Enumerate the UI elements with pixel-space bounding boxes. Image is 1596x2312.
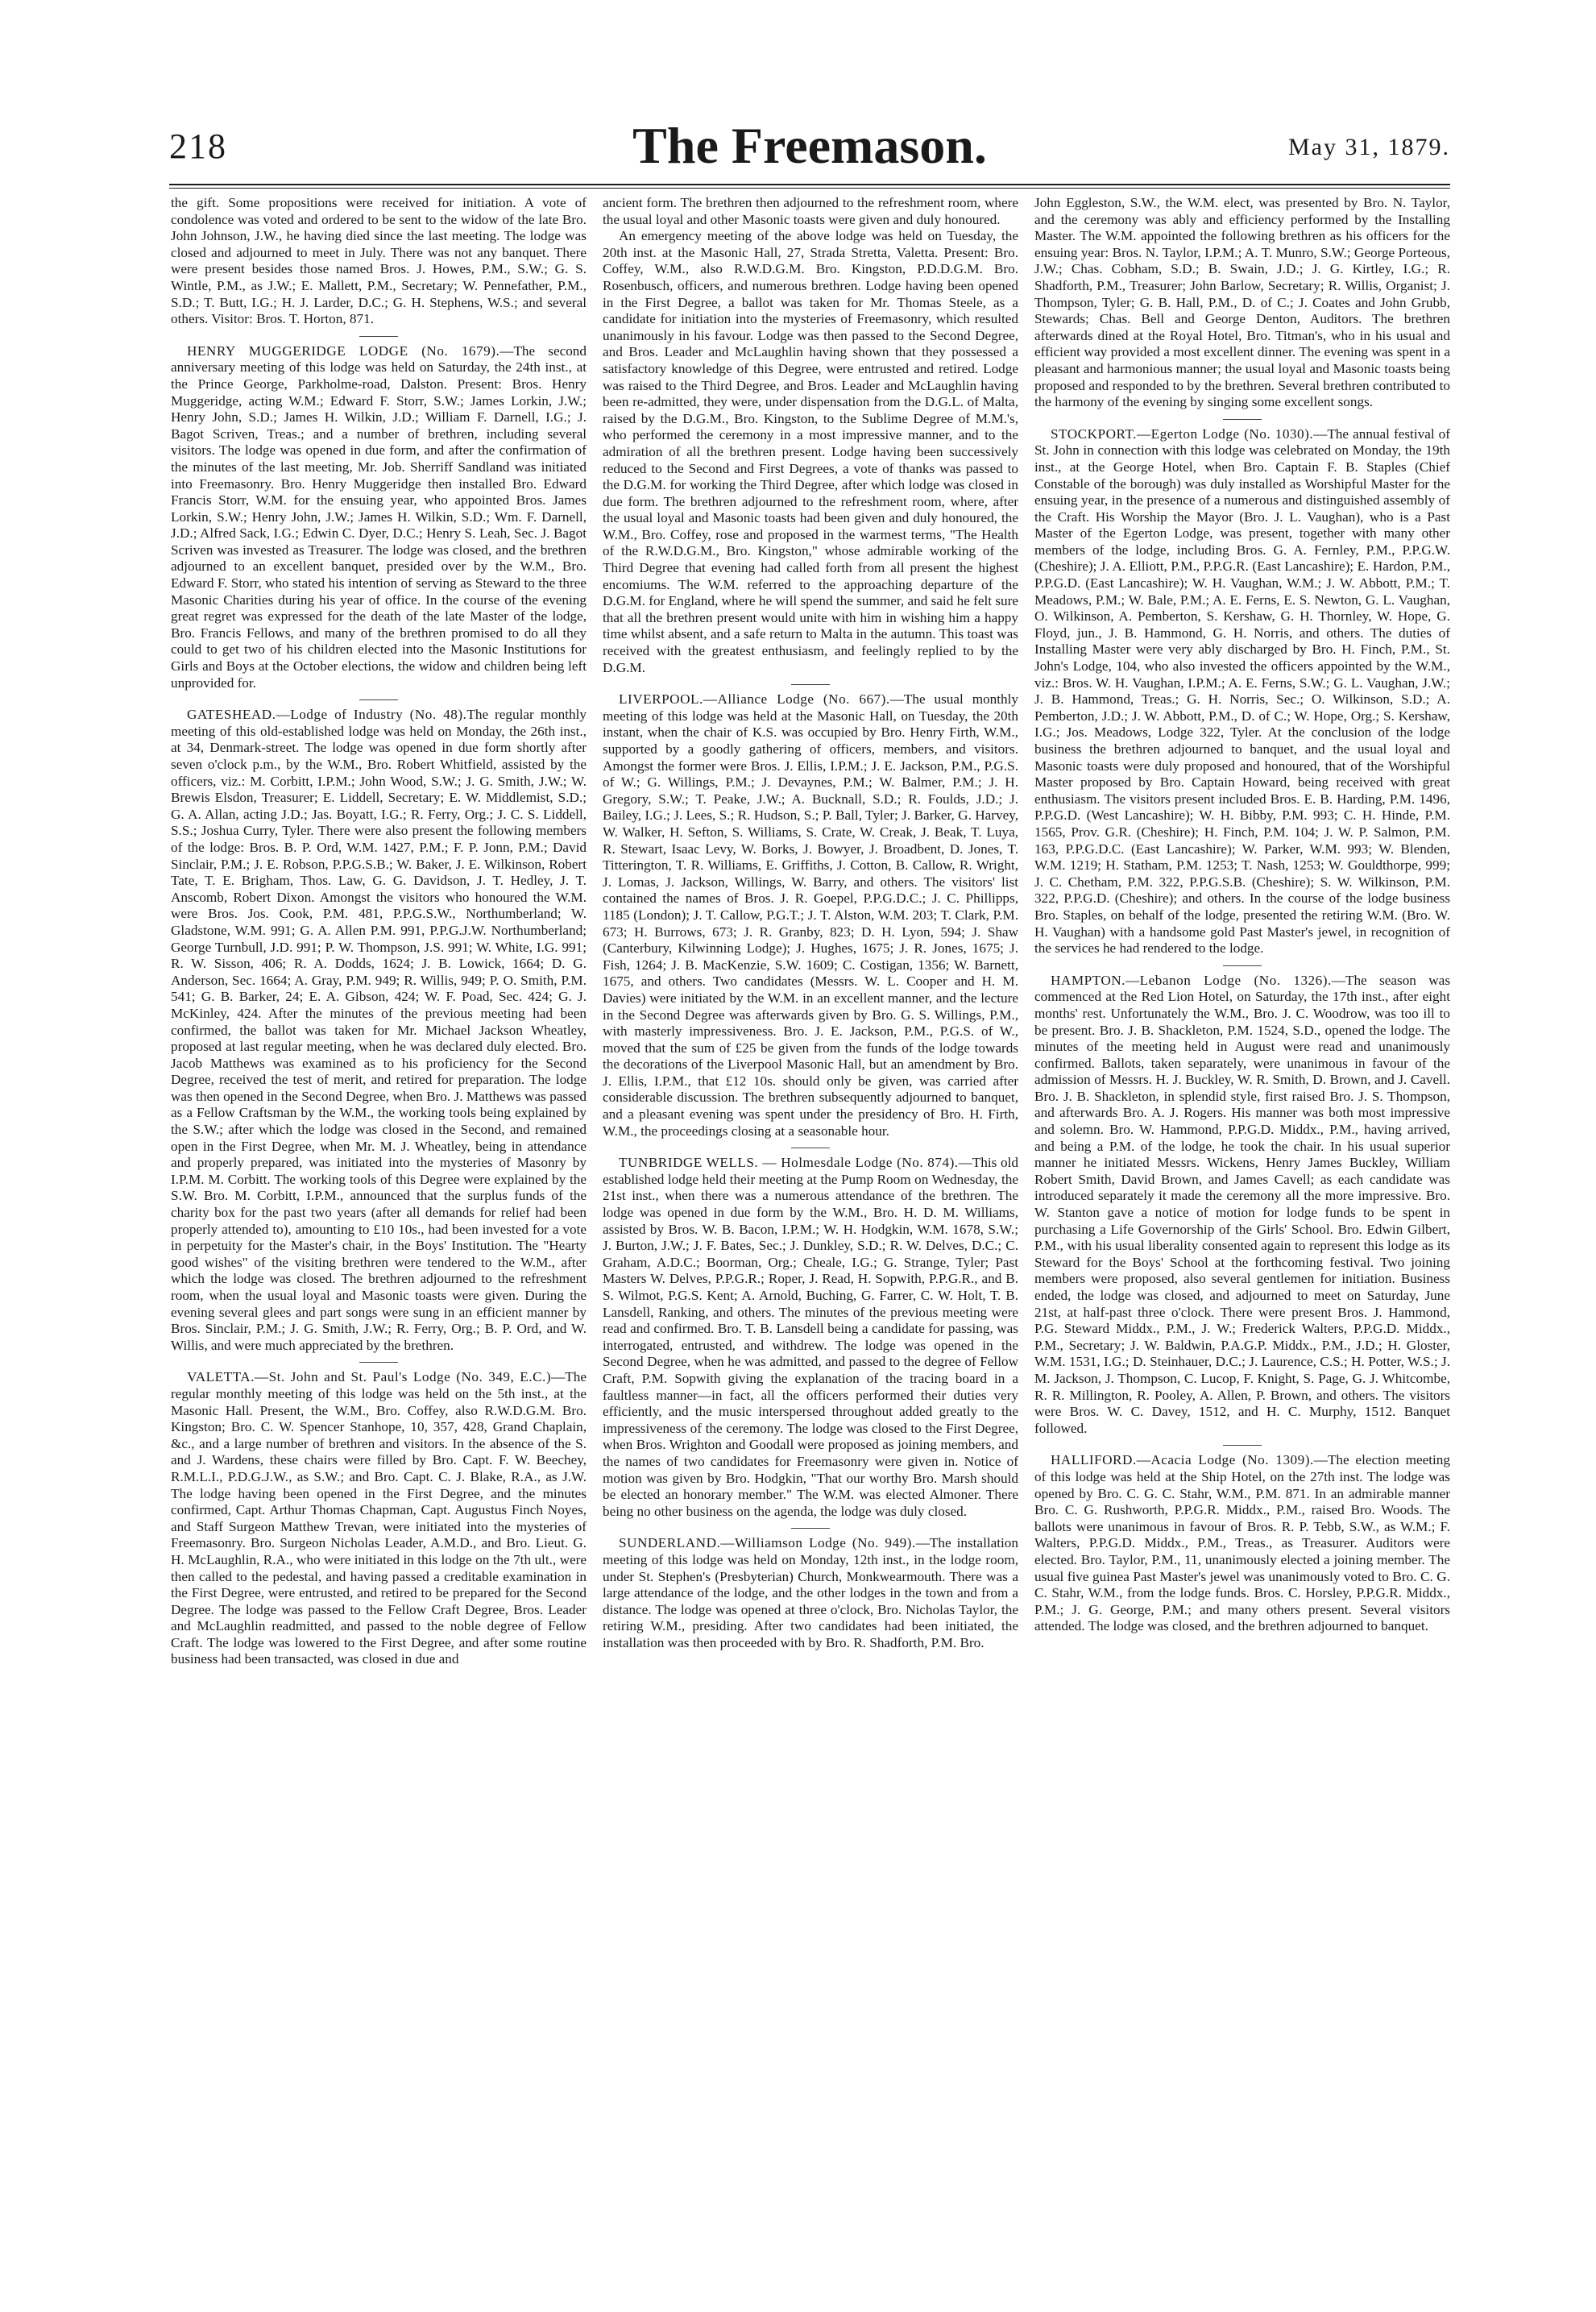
section-divider bbox=[791, 1528, 830, 1529]
lodge-heading: HALLIFORD.—Acacia Lodge (No. 1309). bbox=[1051, 1452, 1314, 1468]
lodge-heading: VALETTA.—St. John and St. Paul's Lodge (No. 349, E.C.) bbox=[187, 1369, 552, 1385]
lodge-heading: GATESHEAD.—Lodge of Industry (No. 48). bbox=[187, 707, 467, 723]
lodge-report bbox=[1034, 195, 1450, 411]
issue-date: May 31, 1879. bbox=[1288, 134, 1450, 160]
report-paragraph bbox=[171, 707, 587, 1354]
lodge-report bbox=[171, 343, 587, 691]
lodge-report bbox=[1034, 426, 1450, 957]
report-text: ancient form. The brethren then adjourned to the refreshment room, where the usual loyal and other Masonic toasts were given and duly honoured. bbox=[603, 195, 1018, 227]
lodge-heading: STOCKPORT.—Egerton Lodge (No. 1030). bbox=[1051, 425, 1314, 442]
report-text: —The regular monthly meeting of this lodge was held on the 5th inst., at the Masonic Hall. Present, the W.M., Bro. Coffey, also R.W.D.G.M. Bro. Kingston; Bro. C. W. Spencer Stanhope, 10, 357, 428, Grand Chaplain, &c., and a large number of brethren and visitors. In the absence of the S. and J. Wardens, these chairs were filled by Bro. Capt. F. W. Beechey, R.M.L.I., P.D.G.J.W., as S.W.; and Bro. Capt. C. J. Blake, R.A., as J.W. The lodge having been opened in the First Degree, and the minutes confirmed, Capt. Arthur Thomas Chapman, Capt. Augustus Finch Noyes, and Staff Surgeon Matthew Trevan, were initiated into the mysteries of Freemasonry. Bro. Surgeon Nicholas Leader, A.M.D., and Bro. Lieut. G. H. McLaughlin, R.A., who were initiated in this lodge on the 7th ult., were then called to the pedestal, and having passed a creditable examination in the First Degree, were entrusted, and retired to be prepared for the Second Degree. The lodge was passed to the Fellow Craft Degree, Bros. Leader and McLaughlin readmitted, and passed to the noble degree of Fellow Craft. The lodge was lowered to the First Degree, and after some routine business had been transacted, was closed in due and bbox=[171, 1369, 587, 1667]
page-header bbox=[169, 117, 1450, 179]
section-divider bbox=[1223, 1445, 1262, 1446]
report-text: An emergency meeting of the above lodge was held on Tuesday, the 20th inst. at the Masonic Hall, 27, Strada Stretta, Valetta. Present: Bro. Coffey, W.M., also R.W.D.G.M. Bro. Kingston, P.D.D.G.M. Bro. Rosenbusch, officers, and numerous brethren. Lodge having been opened in the First Degree, a ballot was taken for Mr. Thomas Steele, as a candidate for initiation into the mysteries of Freemasonry, which resulted unanimously in his favour. Lodge was then passed to the Second Degree, and Bros. Leader and McLaughlin having shown that they possessed a satisfactory knowledge of this Degree, were entrusted and retired. Lodge was raised to the Third Degree, and Bros. Leader and McLaughlin having been re-admitted, they were, under dispensation from the D.G.L. of Malta, raised by the D.G.M., Bro. Kingston, to the Sublime Degree of M.M.'s, who performed the ceremony in a most impressive manner, and to the admiration of all the brethren present. Lodge having been successively reduced to the Second and First Degrees, a vote of thanks was passed to the D.G.M. for working the Third Degree, after which lodge was closed in due form. The brethren adjourned to the refreshment room, where, after the usual loyal and Masonic toasts had been given and duly honoured, the W.M., Bro. Coffey, rose and proposed in the warmest terms, "The Health of the R.W.D.G.M., Bro. Kingston," whose admirable working of the Third Degree that evening had called forth from all present the highest encomiums. The W.M. referred to the approaching departure of the D.G.M. for England, where he will spend the summer, and said he felt sure that all the brethren present would unite with him in wishing him a happy time whilst absent, and a safe return to Malta in the autumn. This toast was received with the greatest enthusiasm, and feelingly replied to by the D.G.M. bbox=[603, 228, 1018, 675]
lodge-heading: TUNBRIDGE WELLS. — Holmesdale Lodge (No. 874). bbox=[619, 1155, 959, 1171]
report-text: —The usual monthly meeting of this lodge was held at the Masonic Hall, on Tuesday, the 20th instant, when the chair of K.S. was occupied by Bro. Henry Firth, W.M., supported by a goodly gathering of officers, members, and visitors. Amongst the former were Bros. J. Ellis, I.P.M.; J. E. Jackson, P.M., P.G.S. of W.; G. Willings, P.M.; J. Devaynes, P.M.; W. Balmer, P.M.; J. H. Gregory, S.W.; T. Peake, J.W.; A. Bucknall, S.D.; R. Foulds, J.D.; J. Bailey, I.G.; J. Lees, S.; R. Hudson, S.; P. Ball, Tyler; J. Barker, G. Harvey, W. Walker, H. Sefton, S. Williams, S. Crate, W. Creak, J. Beak, T. Luya, R. Stewart, Isaac Levy, W. Borks, J. Bowyer, J. Broadbent, D. Jones, T. Titterington, T. R. Williams, E. Griffiths, J. Cotton, B. Callow, R. Wright, J. Lomas, J. Jackson, Willings, W. Barry, and others. The visitors' list contained the names of Bros. J. R. Goepel, P.P.G.D.C.; J. C. Phillipps, 1185 (London); J. T. Callow, P.G.T.; J. T. Alston, W.M. 203; T. Clark, P.M. 673; H. Burrows, 673; J. R. Granby, 823; D. H. Lyon, 594; J. Shaw (Canterbury, Kilwinning Lodge); J. Hughes, 1675; J. R. Jones, 1675; J. Fish, 1264; J. B. MacKenzie, S.W. 1609; C. Costigan, 1356; W. Barnett, 1675, and others. Two candidates (Messrs. W. L. Cooper and H. M. Davies) were initiated by the W.M. in an excellent manner, and the lecture in the Second Degree was afterwards given by Bro. G. S. Willings, P.M., with masterly impressiveness. Bro. J. E. Jackson, P.M., P.G.S. of W., moved that the sum of £25 be given from the funds of the lodge towards the decorations of the Liverpool Masonic Hall, but an amendment by Bro. J. Ellis, I.P.M., that £12 10s. should only be given, was carried after considerable discussion. The brethren subsequently adjourned to banquet, and a pleasant evening was spent under the presidency of Bro. H. Firth, W.M., the proceedings closing at a seasonable hour. bbox=[603, 691, 1018, 1139]
lodge-report bbox=[603, 1155, 1018, 1520]
column-1 bbox=[169, 195, 587, 2210]
section-divider bbox=[1223, 419, 1262, 420]
report-paragraph bbox=[1034, 426, 1450, 957]
section-divider bbox=[359, 1362, 398, 1363]
report-text: —The installation meeting of this lodge was held on Monday, 12th inst., in the lodge room, under St. Stephen's (Presbyterian) Church, Monkwearmouth. There was a large attendance of the lodge, and the other lodges in the town and from a distance. The lodge was opened at three o'clock, Bro. Nicholas Taylor, the retiring W.M., presiding. After two candidates had been initiated, the installation was then proceeded with by Bro. R. Shadforth, P.M. Bro. bbox=[603, 1535, 1018, 1650]
report-paragraph bbox=[603, 195, 1018, 228]
page-number: 218 bbox=[169, 127, 227, 166]
report-text: —The annual festival of St. John in connection with this lodge was celebrated on Monday, the 19th inst., at the George Hotel, when Bro. Captain F. B. Staples (Chief Constable of the borough) was duly installed as Worshipful Master for the ensuing year, in the presence of a numerous and distinguished assembly of the Craft. His Worship the Mayor (Bro. J. L. Vaughan), who is a Past Master of the Egerton Lodge, was present, together with many other members of the lodge, including Bros. G. A. Fernley, P.M., P.P.G.W. (Cheshire); J. A. Elliott, P.M., P.P.G.R. (East Lancashire); E. Hardon, P.M., P.P.G.D. (East Lancashire); W. H. Vaughan, W.M.; J. W. Abbott, P.M.; T. Meadows, P.M.; W. Bale, P.M.; A. E. Ferns, E. S. Newton, G. L. Vaughan, O. Wilkinson, A. Pemberton, S. Kershaw, G. H. Thornley, W. Hope, G. Floyd, jun., J. B. Hammond, G. H. Norris, and others. The duties of Installing Master were very ably discharged by Bro. H. Finch, P.M., St. John's Lodge, 104, who also invested the officers appointed by the W.M., viz.: Bros. W. H. Vaughan, I.P.M.; A. E. Ferns, S.W.; G. L. Vaughan, J.W.; J. B. Hammond, Treas.; G. H. Norris, Sec.; O. Wilkinson, S.D.; A. Pemberton, J.D.; J. W. Abbott, P.M., D. of C.; W. Hope, Org.; S. Kershaw, I.G.; Jos. Meadows, Lodge 322, Tyler. At the conclusion of the lodge business the brethren adjourned to banquet, and the usual loyal and Masonic toasts were duly proposed and honoured, that of the Worshipful Master proposed by Bro. Captain Howard, being received with great enthusiasm. The visitors present included Bros. E. B. Harding, P.M. 1496, P.P.G.D. (West Lancashire); W. H. Bibby, P.M. 993; C. H. Hinde, P.M. 1565, Prov. G.R. (Cheshire); H. Finch, P.M. 104; J. W. P. Salmon, P.M. 163, P.P.G.D.C. (East Lancashire); W. Parker, W.M. 993; W. Blenden, W.M. 1219; H. Statham, P.M. 1253; T. Nash, 1253; W. Gouldthorpe, 999; J. C. Chetham, P.M. 322, P.P.G.S.B. (Cheshire); S. W. Wilkinson, P.M. 322, P.P.G.D. (Cheshire); and others. In the course of the lodge business Bro. Staples, on behalf of the lodge, presented the retiring W.M. (Bro. W. H. Vaughan) with a handsome gold Past Master's jewel, in recognition of the services he had rendered to the lodge. bbox=[1034, 425, 1450, 957]
report-paragraph bbox=[603, 1535, 1018, 1651]
section-divider bbox=[359, 699, 398, 700]
column-3 bbox=[1033, 195, 1450, 2210]
column-2 bbox=[601, 195, 1018, 2210]
lodge-report bbox=[603, 195, 1018, 676]
report-paragraph bbox=[1034, 973, 1450, 1438]
lodge-report bbox=[603, 691, 1018, 1139]
lodge-report bbox=[603, 1535, 1018, 1651]
section-divider bbox=[791, 684, 830, 685]
article-columns bbox=[169, 195, 1450, 2210]
report-text: —The election meeting of this lodge was held at the Ship Hotel, on the 27th inst. The lodge was opened by Bro. C. G. C. Stahr, W.M., P.M. 871. In an admirable manner Bro. C. G. Rushworth, P.P.G.R. Middx., P.M., raised Bro. Woods. The ballots were unanimous in favour of Bros. R. P. Tebb, S.W., as W.M.; F. Walters, P.P.G.D. Middx., P.M., Treas., as Treasurer. Auditors were elected. Bro. Taylor, P.M., 11, unanimously elected a joining member. The usual five guinea Past Master's jewel was unanimously voted to Bro. C. G. C. Stahr, W.M., from the lodge funds. Bros. C. Horsley, P.P.G.R. Middx., P.M.; J. G. George, P.M.; and many others present. Several visitors attended. The lodge was closed, and the brethren adjourned to banquet. bbox=[1034, 1452, 1450, 1634]
section-divider bbox=[359, 336, 398, 337]
report-paragraph bbox=[1034, 195, 1450, 411]
report-text: —The second anniversary meeting of this lodge was held on Saturday, the 24th inst., at the Prince George, Parkholme-road, Dalston. Present: Bros. Henry Muggeridge, acting W.M.; Edward F. Storr, S.W.; James Lorkin, J.W.; Henry John, S.D.; James H. Wilkin, J.D.; William F. Darnell, I.G.; J. Bagot Scriven, Treas.; and a number of brethren, including several visitors. The lodge was opened in due form, and after the confirmation of the minutes of the last meeting, Mr. Job. Sherriff Sandland was initiated into Freemasonry. Bro. Henry Muggeridge then installed Bro. Edward Francis Storr, W.M. for the ensuing year, who appointed Bros. James Lorkin, S.W.; Henry John, J.W.; James H. Wilkin, S.D.; Wm. F. Darnell, J.D.; Alfred Sack, I.G.; Edwin C. Dyer, D.C.; Henry S. Leah, Sec. J. Bagot Scriven was invested as Treasurer. The lodge was closed, and the brethren adjourned to an excellent banquet, presided over by the W.M., Bro. Edward F. Storr, who stated his intention of serving as Steward to the three Masonic Charities during his year of office. In the course of the evening great regret was expressed for the death of the late Master of the lodge, Bro. Francis Fellows, and many of the brethren promised to do all they could to get two of his children elected into the Masonic Institutions for Girls and Boys at the October elections, the widow and children being left unprovided for. bbox=[171, 342, 587, 691]
report-paragraph bbox=[1034, 1452, 1450, 1635]
lodge-heading: LIVERPOOL.—Alliance Lodge (No. 667). bbox=[619, 691, 890, 708]
lodge-report bbox=[171, 707, 587, 1354]
lodge-report bbox=[171, 195, 587, 328]
report-text: —This old established lodge held their meeting at the Pump Room on Wednesday, the 21st inst., when there was a numerous attendance of the brethren. The lodge was opened in due form by the W.M., Bro. H. D. M. Williams, assisted by Bros. W. B. Bacon, I.P.M.; W. H. Hodgkin, W.M. 1678, S.W.; J. Burton, J.W.; J. F. Bates, Sec.; J. Dunkley, S.D.; R. W. Delves, D.C.; C. Graham, A.D.C.; Boorman, Org.; Cheale, I.G.; G. Strange, Tyler; Past Masters W. Delves, P.P.G.R.; Roper, J. Read, H. Sopwith, P.P.G.R., and B. S. Wilmot, P.G.S. Kent; A. Arnold, Buching, G. Farrer, C. W. Holt, T. B. Lansdell, Ranking, and others. The minutes of the previous meeting were read and confirmed. Bro. T. B. Lansdell being a candidate for passing, was interrogated, entrusted, and withdrew. The lodge was opened in the Second Degree, when he was admitted, and passed to the degree of Fellow Craft, P.M. Sopwith giving the explanation of the tracing board in a faultless manner—in fact, all the officers performed their duties very efficiently, and the music interspersed throughout added greatly to the impressiveness of the ceremony. The lodge was closed to the First Degree, when Bros. Wrighton and Goodall were proposed as joining members, and the names of two candidates for Freemasonry were given in. Notice of motion was given by Bro. Hodgkin, "That our worthy Bro. Marsh should be elected an honorary member." The W.M. was elected Almoner. There being no other business on the agenda, the lodge was duly closed. bbox=[603, 1155, 1018, 1519]
lodge-report bbox=[171, 1369, 587, 1668]
section-divider bbox=[1223, 965, 1262, 966]
header-rule bbox=[169, 184, 1450, 185]
header-rule-thin bbox=[169, 188, 1450, 189]
masthead-title: The Freemason. bbox=[632, 117, 987, 174]
report-text: The regular monthly meeting of this old-established lodge was held on Monday, the 26th inst., at 34, Denmark-street. The lodge was opened in due form shortly after seven o'clock p.m., by the W.M., Bro. Robert Whitfield, assisted by the officers, viz.: M. Corbitt, I.P.M.; John Wood, S.W.; J. G. Smith, J.W.; W. Brewis Elsdon, Treasurer; E. Liddell, Secretary; E. W. Middlemist, S.D.; G. A. Allan, acting J.D.; Jas. Boyatt, I.G.; R. Ferry, Org.; J. C. S. Liddell, S.S.; Joshua Curry, Tyler. There were also present the following members of the lodge: Bros. B. P. Ord, W.M. 1427, P.M.; F. P. Jonn, P.M.; David Sinclair, P.M.; J. E. Robson, P.P.G.S.B.; W. Baker, J. E. Wilkinson, Robert Tate, T. E. Brigham, Thos. Law, G. G. Davidson, J. T. Hedley, J. T. Anscomb, Robert Dixon. Amongst the visitors who honoured the W.M. were Bros. Jos. Cook, P.M. 481, P.P.G.S.W., Northumberland; W. Gladstone, W.M. 991; G. A. Allen P.M. 991, P.P.G.J.W. Northumberland; George Turnbull, J.D. 991; P. W. Thompson, J.S. 991; W. White, I.G. 991; R. W. Sisson, 406; R. A. Dodds, 1624; J. B. Lowick, 1664; D. G. Anderson, Sec. 1664; A. Gray, P.M. 949; R. Willis, 949; P. O. Smith, P.M. 541; G. B. Barker, 24; E. A. Gibson, 424; W. F. Poad, Sec. 424; G. J. McKinley, 424. After the minutes of the previous meeting had been confirmed, the ballot was taken for Mr. Michael Jackson Wheatley, proposed at last regular meeting, when he was declared duly elected. Bro. Jacob Matthews was examined as to his proficiency for the Second Degree, received the test of merit, and retired for preparation. The lodge was then opened in the Second Degree, when Bro. J. Matthews was passed as a Fellow Craftsman by the W.M., the working tools being explained by the S.W.; after which the lodge was closed in the Second, and remained open in the First Degree, when Mr. M. J. Wheatley, being in attendance and properly prepared, was initiated into the mysteries of Masonry by I.P.M. M. Corbitt. The working tools of this Degree were explained by the S.W. Bro. M. Corbitt, I.P.M., announced that the surplus funds of the charity box for the past two years (after all demands for relief had been properly attended to), amounting to £10 10s., had been invested for a vote in perpetuity for the Master's chair, in the Boys' Institution. The "Hearty good wishes" of the visiting brethren were tendered to the W.M., after which the lodge was closed. The brethren adjourned to the refreshment room, when the usual loyal and Masonic toasts were given. During the evening several glees and part songs were sung in an efficient manner by Bros. Sinclair, P.M.; J. G. Smith, J.W.; R. Ferry, Org.; B. P. Ord, and W. Willis, and were much appreciated by the brethren. bbox=[171, 707, 587, 1353]
report-paragraph bbox=[171, 195, 587, 328]
lodge-heading: HAMPTON.—Lebanon Lodge (No. 1326). bbox=[1051, 972, 1332, 988]
lodge-report bbox=[1034, 973, 1450, 1438]
report-paragraph bbox=[603, 1155, 1018, 1520]
report-paragraph bbox=[171, 1369, 587, 1668]
report-text: the gift. Some propositions were received for initiation. A vote of condolence was voted and ordered to be sent to the widow of the late Bro. John Johnson, J.W., he having died since the last meeting. The lodge was closed and adjourned to meet in July. There was not any banquet. There were present besides those named Bros. J. Howes, P.M., S.W.; G. S. Wintle, P.M., as J.W.; E. Mallett, P.M., Secretary; W. Pennefather, P.M., S.D.; T. Butt, I.G.; H. J. Larder, D.C.; G. H. Stephens, W.S.; and several others. Visitor: Bros. T. Horton, 871. bbox=[171, 195, 587, 327]
lodge-heading: SUNDERLAND.—Williamson Lodge (No. 949). bbox=[619, 1535, 916, 1551]
report-paragraph bbox=[603, 691, 1018, 1139]
lodge-report bbox=[1034, 1452, 1450, 1635]
lodge-heading: HENRY MUGGERIDGE LODGE (No. 1679). bbox=[187, 342, 500, 359]
report-text: John Eggleston, S.W., the W.M. elect, was presented by Bro. N. Taylor, and the ceremony was ably and efficiency performed by the Installing Master. The W.M. appointed the following brethren as his officers for the ensuing year: Bros. N. Taylor, I.P.M.; A. T. Munro, S.W.; George Porteous, J.W.; Chas. Cobham, S.D.; B. Swain, J.D.; J. G. Kirtley, I.G.; R. Shadforth, P.M., Treasurer; John Barlow, Secretary; R. Willis, Organist; J. Thompson, Tyler; G. B. Hall, P.M., D. of C.; J. Coates and John Grubb, Stewards; Chas. Bell and George Denton, Auditors. The brethren afterwards dined at the Royal Hotel, Bro. Titman's, who in his usual and efficient way provided a most excellent dinner. The evening was spent in a pleasant and harmonious manner; the usual loyal and Masonic toasts being proposed and responded to by the brethren. Several brethren contributed to the harmony of the evening by singing some excellent songs. bbox=[1034, 195, 1450, 410]
report-text: —The season was commenced at the Red Lion Hotel, on Saturday, the 17th inst., after eight months' rest. Unfortunately the W.M., Bro. J. C. Woodrow, was too ill to be present. Bro. J. B. Shackleton, P.M. 1524, S.D., opened the lodge. The minutes of the meeting held in August were read and unanimously confirmed. Ballots, taken separately, were unanimous in favour of the admission of Messrs. H. J. Buckley, W. R. Smith, D. Brown, and J. Cavell. Bro. J. B. Shackleton, in splendid style, first raised Bro. J. S. Thompson, and afterwards Bro. A. J. Rogers. His manner was both most impressive and solemn. Bro. W. Hammond, P.P.G.D. Middx., P.M., having arrived, and being a P.M. of the lodge, he took the chair. In his usual superior manner he initiated Messrs. Wickens, Henry James Buckley, William Robert Smith, David Brown, and James Cavell; as each candidate was introduced separately it made the ceremony all the more impressive. Bro. W. Stanton gave a notice of motion for lodge funds to be spent in purchasing a Life Governorship of the Girls' School. Bro. Edwin Gilbert, P.M., with his usual liberality consented again to represent this lodge as its Steward for the Boys' School at the forthcoming festival. Two joining members were proposed, also several gentlemen for initiation. Business ended, the lodge was closed, and adjourned to meet on Saturday, June 21st, at half-past three o'clock. There were present Bros. J. Hammond, P.G. Steward Middx., P.M., J. W.; Frederick Walters, P.P.G.D. Middx., P.M., Secretary; J. W. Baldwin, P.A.G.P. Middx., P.M., J.D.; H. Gloster, W.M. 1531, I.G.; D. Steinhauer, D.C.; J. Laurence, C.S.; H. Potter, W.S.; J. M. Jackson, J. Thompson, C. Lucop, F. Knight, S. Page, G. J. Whitcombe, R. R. Millington, R. Pooley, A. Allen, P. Brown, and others. The visitors were Bros. W. C. Davey, 1512, and H. C. Murphy, 1512. Banquet followed. bbox=[1034, 972, 1450, 1436]
report-paragraph bbox=[603, 228, 1018, 676]
report-paragraph bbox=[171, 343, 587, 691]
